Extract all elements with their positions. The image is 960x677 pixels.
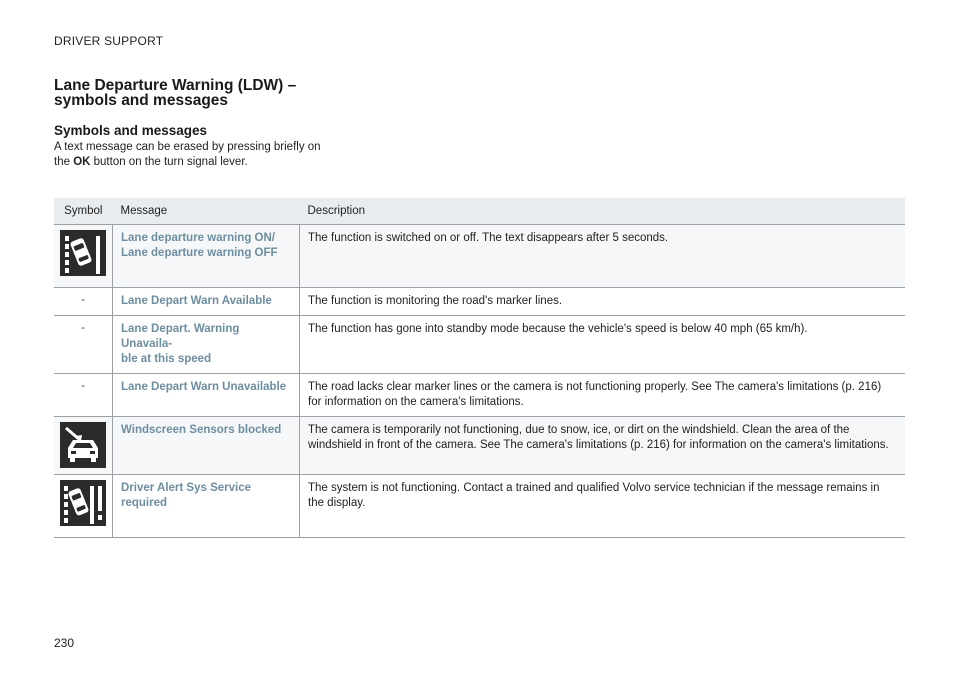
section-header: DRIVER SUPPORT <box>54 34 164 48</box>
table-row <box>54 417 905 475</box>
symbol-cell <box>54 288 113 316</box>
message-cell <box>113 225 300 288</box>
description-cell: The road lacks clear marker lines or the camera is not functioning properly. See The camera's limitations (p. 216) for information on the camera's limitations. <box>300 374 906 417</box>
column-header-message: Message <box>113 198 300 225</box>
symbol-dash: - <box>81 294 85 306</box>
symbol-cell <box>54 417 113 475</box>
symbols-messages-table <box>54 198 905 538</box>
message-text: Driver Alert Sys Service <box>121 482 251 494</box>
message-cell <box>113 288 300 316</box>
table-row <box>54 374 905 417</box>
intro-text-before: A text message can be erased by pressing briefly on the <box>54 141 321 168</box>
description-cell: The function has gone into standby mode because the vehicle's speed is below 40 mph (65 km/h). <box>300 316 906 374</box>
symbol-cell <box>54 225 113 288</box>
intro-ok-keyword: OK <box>73 156 91 168</box>
column-header-symbol: Symbol <box>54 198 113 225</box>
table-row <box>54 475 905 538</box>
message-text-cont: Lane departure warning OFF <box>121 247 278 259</box>
page-title <box>54 78 314 108</box>
message-cell <box>113 374 300 417</box>
lane-departure-icon <box>60 230 106 276</box>
description-cell: The camera is temporarily not functioning, due to snow, ice, or dirt on the windshield. Clean the area of the windshield in front of the camera. See The camera's limitations (p. 216) for information on the camera's limitations. <box>300 417 906 475</box>
section-subtitle: Symbols and messages <box>54 123 208 138</box>
page-title-line1: Lane Departure Warning (LDW) – <box>54 77 297 94</box>
table-header-row <box>54 198 905 225</box>
message-text: Lane departure warning ON/ <box>121 232 275 244</box>
message-cell <box>113 417 300 475</box>
description-cell: The function is monitoring the road's marker lines. <box>300 288 906 316</box>
message-text: Lane Depart Warn Available <box>121 295 272 307</box>
intro-text-after: button on the turn signal lever. <box>90 156 248 168</box>
page-title-line2: symbols and messages <box>54 92 229 109</box>
message-text-cont: ble at this speed <box>121 353 212 365</box>
message-cell <box>113 475 300 538</box>
message-text-cont: required <box>121 497 168 509</box>
symbol-cell <box>54 374 113 417</box>
table-row <box>54 316 905 374</box>
description-cell: The system is not functioning. Contact a trained and qualified Volvo service technician if the message remains in the display. <box>300 475 906 538</box>
symbol-dash: - <box>81 380 85 392</box>
table-row <box>54 288 905 316</box>
windscreen-sensor-icon <box>60 422 106 468</box>
table-row <box>54 225 905 288</box>
message-text: Windscreen Sensors blocked <box>121 424 282 436</box>
symbol-dash: - <box>81 322 85 334</box>
message-text: Lane Depart Warn Unavailable <box>121 381 287 393</box>
message-cell <box>113 316 300 374</box>
lane-departure-service-icon <box>60 480 106 526</box>
page-number: 230 <box>54 636 75 650</box>
symbol-cell <box>54 475 113 538</box>
symbol-cell <box>54 316 113 374</box>
message-text: Lane Depart. Warning Unavaila- <box>121 323 240 350</box>
intro-paragraph <box>54 140 324 170</box>
column-header-description: Description <box>300 198 906 225</box>
description-cell: The function is switched on or off. The text disappears after 5 seconds. <box>300 225 906 288</box>
